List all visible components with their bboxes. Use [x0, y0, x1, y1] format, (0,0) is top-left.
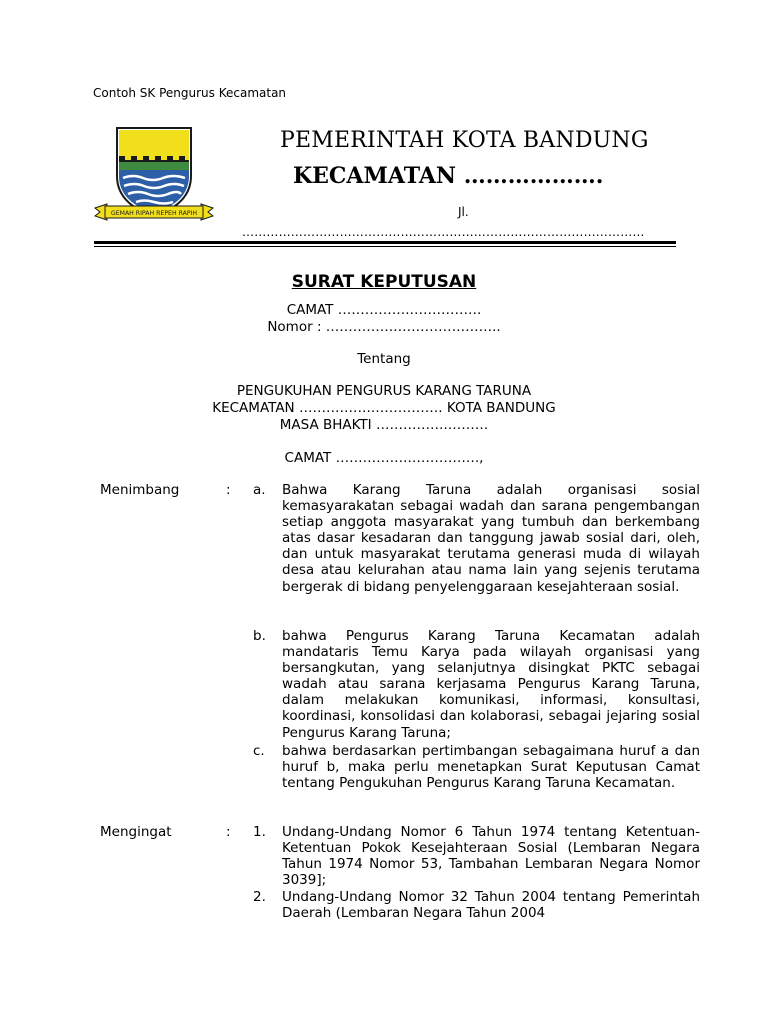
menimbang-label: Menimbang [100, 482, 180, 498]
menimbang-item-c: bahwa berdasarkan pertimbangan sebagaimana huruf a dan huruf b, maka perlu menetapkan Surat Keputusan Camat tentang Pengukuhan Pengurus Karang Taruna Kecamatan. [282, 743, 700, 792]
logo-shield-yellow [119, 130, 189, 162]
letterhead-rule-thick [94, 241, 676, 244]
mengingat-item-1: Undang-Undang Nomor 6 Tahun 1974 tentang Ketentuan-Ketentuan Pokok Kesejahteraan Sosial (Lembaran Negara Tahun 1974 Nomor 53, Tambahan Lembaran Negara Nomor 3039]; [282, 824, 700, 889]
camat-line: CAMAT …………….……………. [286, 302, 482, 318]
menimbang-marker-a: a. [253, 482, 266, 498]
mengingat-item-2: Undang-Undang Nomor 32 Tahun 2004 tentang Pemerintah Daerah (Lembaran Negara Tahun 2004 [282, 889, 700, 922]
decree-subject-line-2: KECAMATAN …………….……………. KOTA BANDUNG [212, 400, 556, 416]
document-caption: Contoh SK Pengurus Kecamatan [93, 86, 287, 100]
menimbang-item-b: bahwa Pengurus Karang Taruna Kecamatan adalah mandataris Temu Karya pada wilayah organisasi yang bersangkutan, yang selanjutnya disingkat PKTC sebagai wadah atau sarana kerjasama Pengurus Karang Taruna, dalam melakukan komunikasi, informasi, konsultasi, koordinasi, konsolidasi dan kolaborasi, sebagai jejaring sosial Pengurus Karang Taruna; [282, 628, 700, 741]
menimbang-marker-c: c. [253, 743, 265, 759]
menimbang-item-a: Bahwa Karang Taruna adalah organisasi sosial kemasyarakatan sebagai wadah dan sarana pengembangan setiap anggota masyarakat yang tumbuh dan berkembang atas dasar kesadaran dan tanggung jawab sosial dari, oleh, dan untuk masyarakat terutama generasi muda di wilayah desa atau kelurahan atau nama lain yang sejenis terutama bergerak di bidang penyelenggaraan kesejahteraan sosial. [282, 482, 700, 595]
camat-closing: CAMAT …………….……………., [284, 450, 484, 466]
decree-subject-line-3: MASA BHAKTI …………….……… [279, 417, 489, 433]
bandung-city-logo [93, 124, 215, 224]
menimbang-marker-b: b. [253, 628, 266, 644]
address-prefix: Jl. [458, 205, 469, 219]
decree-about: Tentang [357, 351, 411, 367]
mengingat-label: Mengingat [100, 824, 172, 840]
decree-title: SURAT KEPUTUSAN [291, 272, 477, 292]
government-name: PEMERINTAH KOTA BANDUNG [280, 128, 649, 153]
mengingat-marker-2: 2. [253, 889, 266, 905]
address-placeholder: ……………………………………………………………………………………… [242, 225, 645, 239]
letterhead-rule-thin [94, 246, 676, 247]
logo-motto: GEMAH RIPAH REPEH RAPIH [110, 210, 198, 217]
logo-shield-green [119, 162, 189, 170]
menimbang-colon: : [226, 482, 231, 498]
decree-subject-line-1: PENGUKUHAN PENGURUS KARANG TARUNA [236, 383, 532, 399]
mengingat-marker-1: 1. [253, 824, 266, 840]
mengingat-colon: : [226, 824, 231, 840]
district-name: KECAMATAN ………………. [293, 163, 604, 189]
decree-number: Nomor : …………….………………….. [267, 319, 501, 335]
